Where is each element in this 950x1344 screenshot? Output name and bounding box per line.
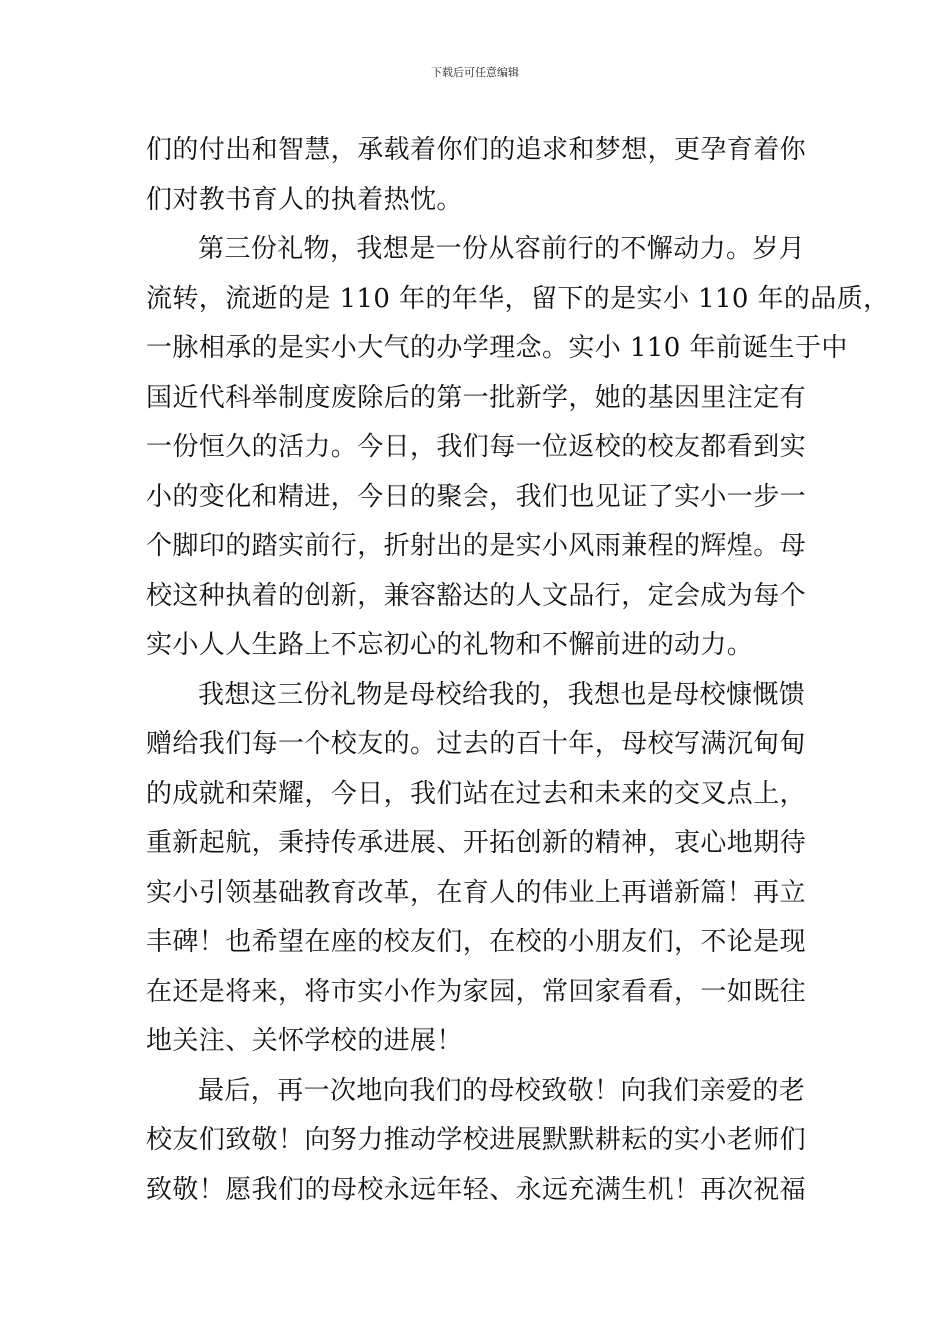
- page-header: 下载后可任意编辑: [431, 66, 519, 79]
- paragraph-three-gifts: [146, 671, 808, 1067]
- text-line: 校友们致敬！向努力推动学校进展默默耕耘的实小老师们: [146, 1125, 807, 1155]
- paragraph-continued: [146, 126, 808, 225]
- text-line: 个脚印的踏实前行，折射出的是实小风雨兼程的辉煌。母: [146, 531, 807, 561]
- text-line: 我想这三份礼物是母校给我的，我想也是母校慷慨馈: [198, 679, 806, 710]
- paragraph-final: [146, 1067, 808, 1216]
- text-line: 们对教书育人的执着热忱。: [146, 184, 463, 215]
- text-line: 一份恒久的活力。今日，我们每一位返校的校友都看到实: [146, 432, 807, 462]
- text-line: 致敬！愿我们的母校永远年轻、永远充满生机！再次祝福: [146, 1174, 807, 1205]
- text-line: 赠给我们每一个校友的。过去的百十年，母校写满沉甸甸: [146, 729, 807, 759]
- paragraph-third-gift: [146, 225, 890, 671]
- text-line: 国近代科举制度废除后的第一批新学，她的基因里注定有: [146, 382, 807, 413]
- text-line: 的成就和荣耀，今日，我们站在过去和未来的交叉点上，: [146, 778, 807, 809]
- text-line: 流转，流逝的是 110 年的年华，留下的是实小 110 年的品质，: [146, 283, 890, 314]
- text-line: 们的付出和智慧，承载着你们的追求和梦想，更孕育着你: [146, 135, 807, 165]
- text-line: 最后，再一次地向我们的母校致敬！向我们亲爱的老: [198, 1075, 806, 1106]
- text-line: 校这种执着的创新，兼容豁达的人文品行，定会成为每个: [146, 580, 807, 611]
- text-line: 在还是将来，将市实小作为家园，常回家看看，一如既往: [146, 976, 807, 1007]
- text-line: 地关注、关怀学校的进展！: [146, 1026, 463, 1056]
- document-body: [146, 126, 890, 1215]
- text-line: 丰碑！也希望在座的校友们，在校的小朋友们，不论是现: [146, 927, 807, 957]
- text-line: 重新起航，秉持传承进展、开拓创新的精神，衷心地期待: [146, 828, 807, 858]
- text-line: 第三份礼物，我想是一份从容前行的不懈动力。岁月: [198, 234, 806, 264]
- text-line: 小的变化和精进，今日的聚会，我们也见证了实小一步一: [146, 481, 807, 512]
- text-line: 实小人人生路上不忘初心的礼物和不懈前进的动力。: [146, 630, 754, 660]
- text-line: 实小引领基础教育改革，在育人的伟业上再谱新篇！再立: [146, 877, 807, 908]
- text-line: 一脉相承的是实小大气的办学理念。实小 110 年前诞生于中: [146, 333, 848, 363]
